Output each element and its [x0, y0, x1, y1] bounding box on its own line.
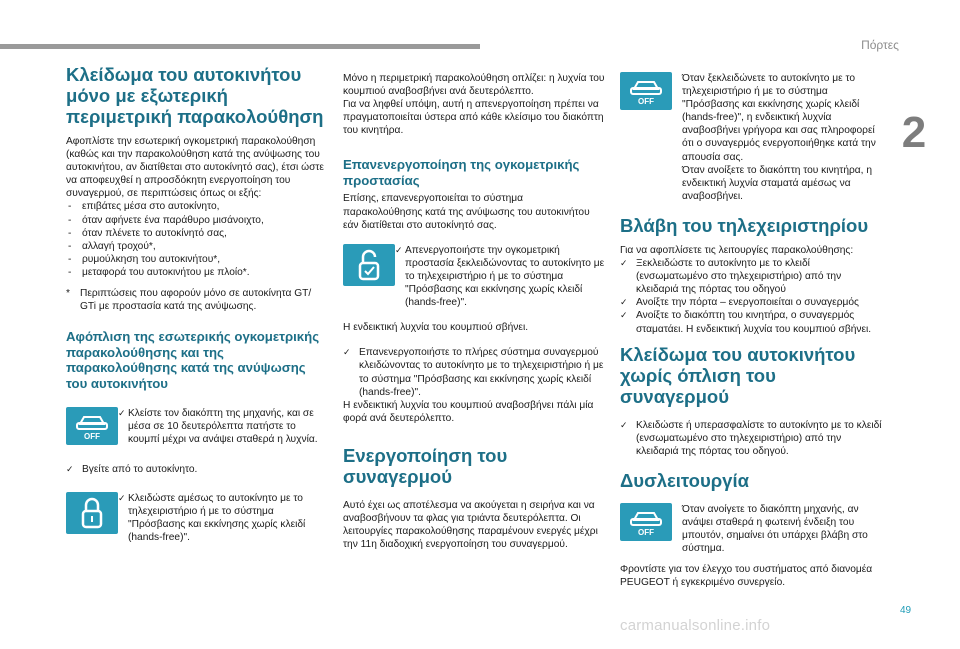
- paragraph: Μόνο η περιμετρική παρακολούθηση οπλίζει: η λυχνία του κουμπιού αναβοσβήνει ανά δευτερόλεπτο.: [343, 73, 605, 98]
- checkmark-icon: ✓: [620, 310, 628, 321]
- step-2: Βγείτε από το αυτοκίνητο.: [82, 463, 198, 475]
- checkmark-icon: ✓: [66, 463, 74, 474]
- heading-remote-failure: Βλάβη του τηλεχειριστηρίου: [620, 214, 869, 236]
- heading-malfunction: Δυσλειτουργία: [620, 469, 749, 491]
- checkmark-icon: ✓: [343, 347, 351, 358]
- step-text: [395, 244, 605, 309]
- checkmark-icon: ✓: [118, 408, 126, 419]
- paragraph: Η ενδεικτική λυχνία του κουμπιού αναβοσβήνει πάλι μία φορά ανά δευτερόλεπτο.: [343, 399, 594, 424]
- section-label: Πόρτες: [861, 38, 899, 52]
- icon-off-label: OFF: [638, 527, 654, 537]
- padlock-icon: [66, 492, 118, 534]
- list-item: - αλλαγή τροχού*,: [66, 240, 328, 253]
- step-3: Κλειδώστε αμέσως το αυτοκίνητο με το τηλεχειριστήριο ή με το σύστημα "Πρόσβασης και εκκίνησης χωρίς κλειδί (hands-free)".: [128, 492, 306, 543]
- info-row: [620, 72, 882, 203]
- list-item: - όταν αφήνετε ένα παράθυρο μισάνοιχτο,: [66, 214, 328, 227]
- paragraph: Αυτό έχει ως αποτέλεσμα να ακούγεται η σειρήνα και να αναβοσβήνουν τα φλας για τριάντα δευτερόλεπτα. Οι λειτουργίες παρακολούθησης παραμένουν ενεργές μέχρι την 11η διαδοχική ενεργοποίηση του συναγερμού.: [343, 499, 598, 551]
- info-text: [672, 503, 882, 555]
- car-off-icon: [620, 72, 672, 110]
- step-text: [118, 407, 328, 446]
- column-2: [343, 72, 605, 551]
- heading-reactivate: Επανενεργοποίηση της ογκομετρικής προστασίας: [343, 157, 580, 188]
- footnote-star: *: [66, 288, 70, 300]
- step-row: [620, 257, 882, 296]
- page-number: 49: [900, 605, 912, 616]
- step-row: [343, 244, 605, 309]
- list-item: - επιβάτες μέσα στο αυτοκίνητο,: [66, 200, 328, 213]
- icon-off-label: OFF: [638, 97, 654, 106]
- step-2: Επανενεργοποιήστε το πλήρες σύστημα συναγερμού κλειδώνοντας το αυτοκίνητο με το τηλεχειριστήριο ή με το σύστημα "Πρόσβασης και εκκίνησης χωρίς κλειδί (hands-free)".: [359, 347, 604, 398]
- heading-disarm: Αφόπλιση της εσωτερικής ογκομετρικής παρακολούθησης και της παρακολούθησης κατά της ανύψωσης του αυτοκινήτου: [66, 329, 320, 391]
- step-3: Ανοίξτε το διακόπτη του κινητήρα, ο συναγερμός σταματάει. Η ενδεικτική λυχνία του κουμπιού σβήνει.: [636, 310, 872, 335]
- column-3: [620, 72, 882, 589]
- step-1: Απενεργοποιήστε την ογκομετρική προστασία ξεκλειδώνοντας το αυτοκίνητο με το τηλεχειριστήριο ή με το σύστημα "Πρόσβασης και εκκίνησης χωρίς κλειδί (hands-free)".: [405, 244, 605, 309]
- paragraph: Η ενδεικτική λυχνία του κουμπιού σβήνει.: [343, 322, 529, 334]
- step-row: [66, 492, 328, 544]
- info-row: [620, 503, 882, 555]
- cases-list: [66, 200, 328, 279]
- step-row: [620, 419, 882, 458]
- paragraph: Όταν ξεκλειδώνετε το αυτοκίνητο με το τηλεχειριστήριο ή με το σύστημα "Πρόσβασης και εκκίνησης χωρίς κλειδί (hands-free)", η ενδεικτική λυχνία αναβοσβήνει γρήγορα και σας πληροφορεί ότι ο συναγερμός ενεργοποιήθηκε κατά την απουσία σας.: [682, 73, 876, 163]
- car-off-icon: [66, 407, 118, 445]
- step-1: Ξεκλειδώστε το αυτοκίνητο με το κλειδί (ενσωματωμένο στο τηλεχειριστήριο) από την κλειδαριά της πόρτας του οδηγού: [636, 258, 842, 296]
- heading-alarm-trigger: Ενεργοποίηση του συναγερμού: [343, 444, 508, 487]
- chapter-number: 2: [901, 108, 927, 157]
- heading-lock-no-alarm: Κλείδωμα του αυτοκινήτου χωρίς όπλιση του συναγερμού: [620, 343, 856, 407]
- footnote: [66, 287, 328, 313]
- paragraph: Για να ληφθεί υπόψη, αυτή η απενεργοποίηση πρέπει να πραγματοποιείται ύστερα από κάθε κλείσιμο του διακόπτη του κινητήρα.: [343, 99, 604, 137]
- step-4: Κλειδώστε ή υπερασφαλίστε το αυτοκίνητο με το κλειδί (ενσωματωμένο στο τηλεχειριστήριο) από την κλειδαριά της πόρτας του οδηγού.: [636, 419, 882, 457]
- paragraph: Για να αφοπλίσετε τις λειτουργίες παρακολούθησης:: [620, 244, 854, 256]
- checkmark-icon: ✓: [620, 419, 628, 430]
- padlock-open-icon: [343, 244, 395, 286]
- step-text: [118, 492, 328, 544]
- checkmark-icon: ✓: [118, 492, 126, 503]
- list-item: - μεταφορά του αυτοκινήτου με πλοίο*.: [66, 266, 328, 279]
- heading-lock-perimeter: Κλείδωμα του αυτοκινήτου μόνο με εξωτερική περιμετρική παρακολούθηση: [66, 64, 324, 127]
- paragraph: Όταν ανοίξετε το διακόπτη του κινητήρα, η ενδεικτική λυχνία σταματά αμέσως να αναβοσβήνει.: [682, 164, 872, 202]
- step-row: [66, 463, 328, 476]
- column-1: [66, 64, 328, 544]
- step-row: [620, 309, 882, 335]
- paragraph: Όταν ανοίγετε το διακόπτη μηχανής, αν ανάψει σταθερά η φωτεινή ένδειξη του μπουτόν, σημαίνει ότι υπάρχει βλάβη στο σύστημα.: [682, 503, 868, 555]
- checkmark-icon: ✓: [620, 297, 628, 308]
- paragraph: Επίσης, επανενεργοποιείται το σύστημα παρακολούθησης κατά της ανύψωσης του αυτοκινήτου εάν διατίθεται στο αυτοκίνητό σας.: [343, 193, 590, 231]
- icon-off-label: OFF: [84, 432, 100, 442]
- step-row: [620, 296, 882, 309]
- step-row: [66, 407, 328, 446]
- header-bar: [0, 44, 480, 49]
- car-off-icon: [620, 503, 672, 541]
- step-1: Κλείστε τον διακόπτη της μηχανής, και σε μέσα σε 10 δευτερόλεπτα πατήστε το κουμπί μέχρι να ανάψει σταθερά η λυχνία.: [128, 408, 318, 446]
- step-row: [343, 346, 605, 398]
- step-2: Ανοίξτε την πόρτα – ενεργοποιείται ο συναγερμός: [636, 297, 859, 309]
- checkmark-icon: ✓: [395, 244, 403, 255]
- info-text: [672, 72, 882, 203]
- footnote-text: Περιπτώσεις που αφορούν μόνο σε αυτοκίνητα GT/ GTi με προστασία κατά της ανύψωσης.: [80, 288, 312, 313]
- list-item: - ρυμούλκηση του αυτοκινήτου*,: [66, 253, 328, 266]
- paragraph: Φροντίστε για τον έλεγχο του συστήματος από διανομέα PEUGEOT ή εγκεκριμένο συνεργείο.: [620, 564, 873, 589]
- checkmark-icon: ✓: [620, 258, 628, 269]
- intro-paragraph: Αφοπλίστε την εσωτερική ογκομετρική παρακολούθηση (καθώς και την παρακολούθηση κατά της ανύψωσης του αυτοκινήτου, αν διατίθεται στο αυτοκίνητό σας), έτσι ώστε να αποφευχθεί η απροσδόκητη ενεργοποίηση του συναγερμού, σε περιπτώσεις όπως οι εξής:: [66, 136, 324, 200]
- list-item: - όταν πλένετε το αυτοκίνητό σας,: [66, 227, 328, 240]
- watermark: carmanualsonline.info: [620, 617, 771, 634]
